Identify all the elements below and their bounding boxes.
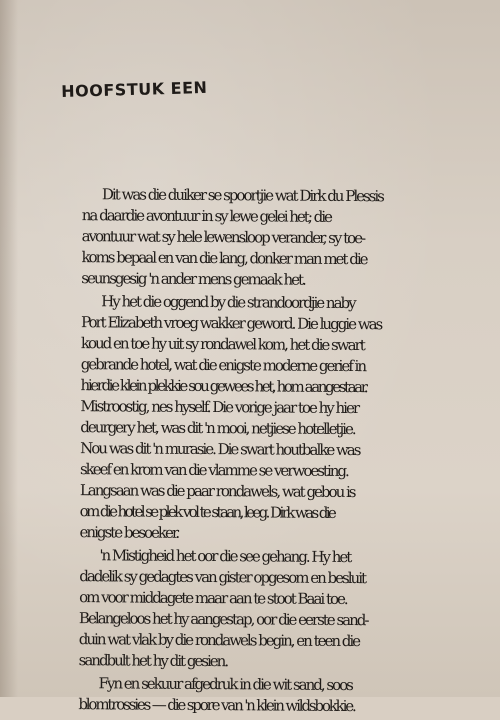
text-line: seunsgesig 'n ander mens gemaak het.	[81, 269, 305, 289]
text-line: Mistroostig, nes hyself. Die vorige jaar toe hy hier	[80, 397, 359, 418]
text-line: skeef en krom van die vlamme se verwoesting.	[79, 460, 348, 481]
paragraph-3	[59, 545, 470, 674]
paragraph-1	[61, 184, 472, 292]
text-line: om voor middagete maar aan te stoot Baai toe.	[79, 588, 347, 608]
text-line: Dit was die duiker se spoortjie wat Dirk du Plessis	[101, 185, 383, 206]
text-line: Port Elizabeth vroeg wakker geword. Die luggie was	[80, 313, 382, 334]
page-shadow	[0, 0, 18, 697]
text-line: avontuur wat sy hele lewensloop verander, sy toe-	[81, 227, 365, 248]
paragraph-4	[58, 673, 468, 718]
text-line: blomtrossies — die spore van 'n klein wildsbokkie.	[78, 695, 355, 716]
text-line: om die hotel se plek vol te staan, leeg. Dirk was die	[79, 502, 335, 522]
text-line: koms bepaal en van die lang, donker man met die	[81, 248, 367, 269]
text-line: deurgery het, was dit 'n mooi, netjiese hotelletjie.	[80, 418, 355, 439]
text-line: Belangeloos het hy aangestap, oor die eerste sand-	[78, 609, 368, 630]
text-line: koud en toe hy uit sy rondawel kom, het die swart	[80, 334, 364, 355]
text-line: hierdie klein plekkie sou gewees het, hom aangestaar.	[80, 376, 367, 397]
text-line: Hy het die oggend by die strandoordjie naby	[101, 292, 355, 313]
text-line: duin wat vlak by die rondawels begin, en teen die	[78, 630, 360, 651]
chapter-heading: HOOFSTUK EEN	[61, 77, 208, 101]
text-line: 'n Mistigheid het oor die see gehang. Hy het	[99, 546, 351, 567]
text-line: sandbult het hy dit gesien.	[78, 651, 228, 671]
text-line: Fyn en sekuur afgedruk in die wit sand, soos	[98, 674, 352, 695]
chapter-body	[58, 184, 472, 720]
text-line: enigste besoeker.	[79, 523, 179, 542]
text-line: na daardie avontuur in sy lewe gelei het; die	[81, 206, 332, 226]
text-line: gebrande hotel, wat die enigste moderne gerief in	[80, 355, 366, 376]
text-line: Langsaan was die paar rondawels, wat gebou is	[79, 481, 355, 502]
paragraph-2	[59, 291, 471, 546]
text-line: Nou was dit 'n murasie. Die swart houtbalke was	[80, 439, 360, 460]
text-line: dadelik sy gedagtes van gister opgesom en besluit	[79, 567, 366, 588]
